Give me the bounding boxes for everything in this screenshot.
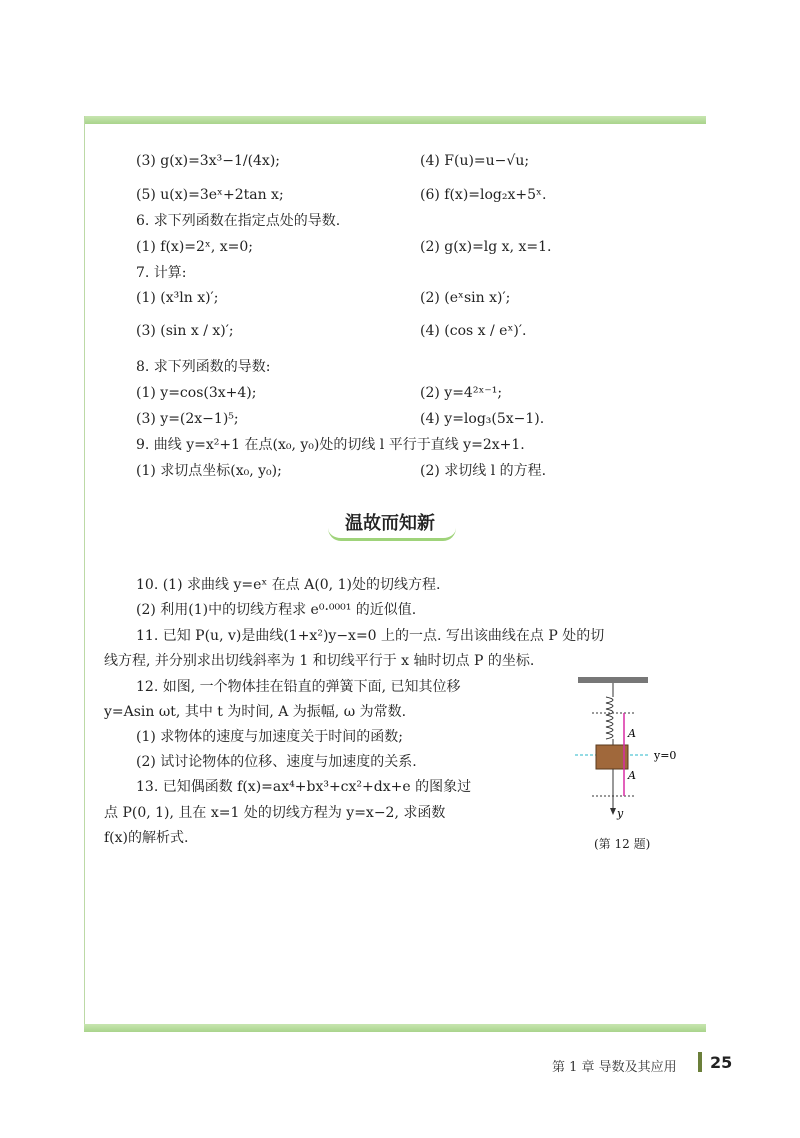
exercise-5-5: (5) u(x)=3eˣ+2tan x; xyxy=(136,187,284,203)
page-number: 25 xyxy=(710,1053,733,1072)
exercise-13-line2: 点 P(0, 1), 且在 x=1 处的切线方程为 y=x−2, 求函数 xyxy=(104,805,446,821)
exercise-7-3: (3) (sin x / x)′; xyxy=(136,323,234,339)
exercise-9-2: (2) 求切线 l 的方程. xyxy=(420,463,547,479)
exercise-13-line3: f(x)的解析式. xyxy=(104,830,189,846)
exercise-6-2: (2) g(x)=lg x, x=1. xyxy=(420,239,552,255)
figure-caption: (第 12 题) xyxy=(594,837,651,851)
exercise-12-line1: 12. 如图, 一个物体挂在铅直的弹簧下面, 已知其位移 xyxy=(136,679,461,695)
exercise-12-1: (1) 求物体的速度与加速度关于时间的函数; xyxy=(136,729,403,745)
spring-figure xyxy=(570,675,690,855)
exercise-8-4: (4) y=log₃(5x−1). xyxy=(420,411,545,427)
exercise-12-line2: y=Asin ωt, 其中 t 为时间, A 为振幅, ω 为常数. xyxy=(104,704,407,720)
amplitude-bottom-label: A xyxy=(628,769,636,782)
exercise-8-title: 8. 求下列函数的导数: xyxy=(136,359,271,375)
chapter-title: 第 1 章 导数及其应用 xyxy=(552,1060,677,1075)
exercise-9-1: (1) 求切点坐标(x₀, y₀); xyxy=(136,463,282,479)
section-title: 温故而知新 xyxy=(345,513,435,534)
exercise-7-title: 7. 计算: xyxy=(136,265,187,281)
exercise-10-2: (2) 利用(1)中的切线方程求 e⁰·⁰⁰⁰¹ 的近似值. xyxy=(136,602,417,618)
exercise-5-4: (4) F(u)=u−√u; xyxy=(420,153,530,169)
section-title-underline xyxy=(328,528,456,541)
equilibrium-label: y=0 xyxy=(654,749,677,762)
exercise-12-2: (2) 试讨论物体的位移、速度与加速度的关系. xyxy=(136,754,417,770)
exercise-8-2: (2) y=4²ˣ⁻¹; xyxy=(420,385,503,401)
exercise-5-6: (6) f(x)=log₂x+5ˣ. xyxy=(420,187,547,203)
exercise-8-1: (1) y=cos(3x+4); xyxy=(136,385,257,401)
exercise-7-1: (1) (x³ln x)′; xyxy=(136,290,219,306)
footer-separator xyxy=(698,1052,702,1072)
spring-coils xyxy=(606,697,613,739)
exercise-5-3: (3) g(x)=3x³−1/(4x); xyxy=(136,153,281,169)
exercise-13-line1: 13. 已知偶函数 f(x)=ax⁴+bx³+cx²+dx+e 的图象过 xyxy=(136,779,472,795)
exercise-8-3: (3) y=(2x−1)⁵; xyxy=(136,411,239,427)
amplitude-top-label: A xyxy=(628,727,636,740)
exercise-11-line2: 线方程, 并分别求出切线斜率为 1 和切线平行于 x 轴时切点 P 的坐标. xyxy=(104,653,535,669)
exercise-7-2: (2) (eˣsin x)′; xyxy=(420,290,511,306)
exercise-9-title: 9. 曲线 y=x²+1 在点(x₀, y₀)处的切线 l 平行于直线 y=2x+1. xyxy=(136,437,525,453)
y-axis-label: y xyxy=(617,807,624,820)
ceiling xyxy=(578,677,648,683)
exercise-11-line1: 11. 已知 P(u, v)是曲线(1+x²)y−x=0 上的一点. 写出该曲线在点 P 处的切 xyxy=(136,628,605,644)
exercise-10-1: 10. (1) 求曲线 y=eˣ 在点 A(0, 1)处的切线方程. xyxy=(136,577,441,593)
mass-block xyxy=(596,745,628,769)
exercise-6-1: (1) f(x)=2ˣ, x=0; xyxy=(136,239,254,255)
bottom-border-bar xyxy=(84,1024,706,1032)
exercise-7-4: (4) (cos x / eˣ)′. xyxy=(420,323,527,339)
exercise-6-title: 6. 求下列函数在指定点处的导数. xyxy=(136,213,341,229)
y-axis-arrow xyxy=(610,808,616,815)
